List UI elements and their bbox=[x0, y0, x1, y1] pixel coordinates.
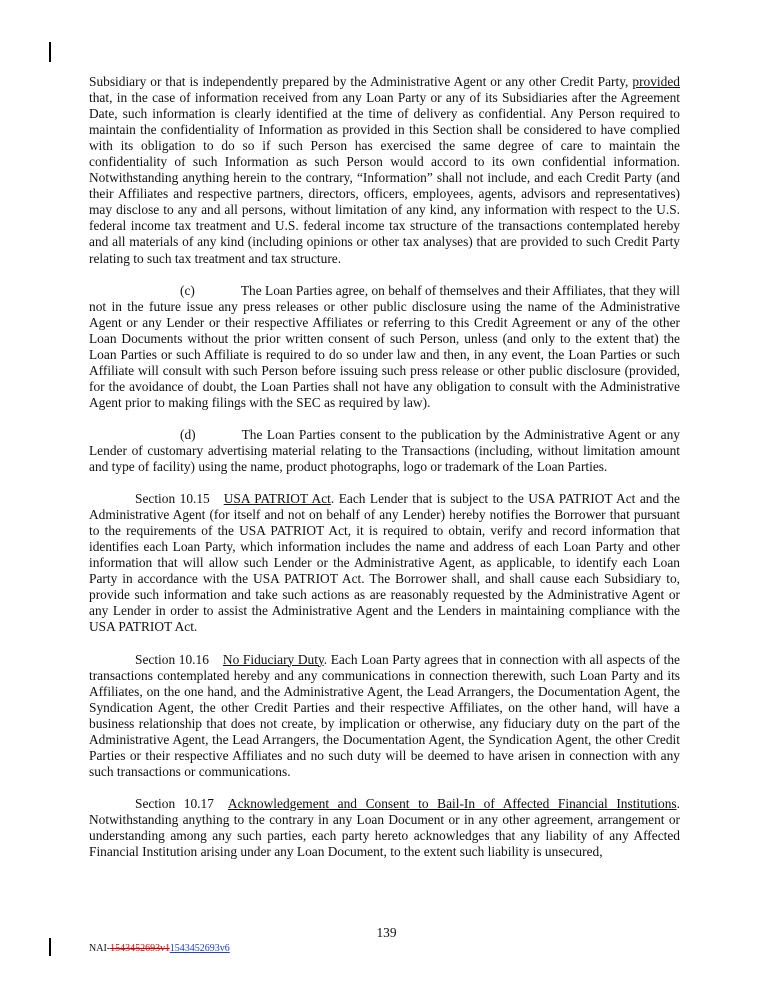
paragraph-c: (c) The Loan Parties agree, on behalf of themselves and their Affiliates, that they will not in the future issue any press releases or other public disclosure using the name of the Administrative Agent or any Lender or their respective Affiliates or referring to this Credit Agreement or any of the other Loan Documents without the prior written consent of such Person, unless (and only to the extent that) the Loan Parties or such Affiliate is required to do so under law and then, in any event, the Loan Parties or such Affiliate will consult with such Person before issuing such press release or other public disclosure (provided, for the avoidance of doubt, the Loan Parties shall not have any obligation to consult with the Administrative Agent prior to making filings with the SEC as required by law). bbox=[89, 282, 680, 410]
change-bar-top bbox=[49, 42, 51, 62]
page-number: 139 bbox=[376, 925, 397, 940]
provided-term: provided bbox=[632, 74, 680, 89]
clause-label-c: (c) bbox=[180, 282, 195, 298]
section-title: No Fiduciary Duty bbox=[222, 651, 324, 667]
section-10-16: Section 10.16 No Fiduciary Duty. Each Loan Party agrees that in connection with all aspects of the transactions contemplated hereby and any communications in connection therewith, such Loan Party and its Affiliates, on the one hand, and the Administrative Agent, the Lead Arrangers, the Documentation Agent, the Syndication Agent, the other Credit Parties and their respective Affiliates, on the other hand, will have a business relationship that does not create, by implication or otherwise, any fiduciary duty on the part of the Administrative Agent, the Lead Arrangers, the Documentation Agent, the Syndication Agent, the other Credit Parties or their respective Affiliates and no such duty will be deemed to have arisen in connection with any such transactions or communications. bbox=[89, 651, 680, 779]
clause-label-d: (d) bbox=[180, 426, 196, 442]
change-bar-bottom bbox=[49, 938, 51, 956]
document-body bbox=[89, 74, 680, 876]
document-id-footer: NAI-1543452693v11543452693v6 bbox=[89, 943, 230, 954]
section-number: Section 10.17 bbox=[135, 795, 214, 811]
section-number: Section 10.15 bbox=[135, 491, 210, 507]
section-number: Section 10.16 bbox=[135, 651, 209, 667]
inserted-doc-id: 1543452693v6 bbox=[169, 943, 230, 954]
section-10-17: Section 10.17 Acknowledgement and Consent to Bail-In of Affected Financial Institutions. Notwithstanding anything to the contrary in any Loan Document or in any other agreement, arrangement or understanding among any such parties, each party hereto acknowledges that any liability of any Affected Financial Institution arising under any Loan Document, to the extent such liability is unsecured, bbox=[89, 795, 680, 860]
paragraph-confidentiality: Subsidiary or that is independently prepared by the Administrative Agent or any other Credit Party, provided that, in the case of information received from any Loan Party or any of its Subsidiaries after the Agreement Date, such information is clearly identified at the time of delivery as confidential. Any Person required to maintain the confidentiality of Information as provided in this Section shall be considered to have complied with its obligation to do so if such Person has exercised the same degree of care to maintain the confidentiality of such Information as such Person would accord to its own confidential information. Notwithstanding anything herein to the contrary, “Information” shall not include, and each Credit Party (and their Affiliates and respective partners, directors, officers, employees, agents, advisors and representatives) may disclose to any and all persons, without limitation of any kind, any information with respect to the U.S. federal income tax treatment and U.S. federal income tax structure of the transactions contemplated hereby and all materials of any kind (including opinions or other tax analyses) that are provided to such Credit Party relating to such tax treatment and tax structure. bbox=[89, 74, 680, 266]
section-10-15: Section 10.15 USA PATRIOT Act. Each Lender that is subject to the USA PATRIOT Act and the Administrative Agent (for itself and not on behalf of any Lender) hereby notifies the Borrower that pursuant to the requirements of the USA PATRIOT Act, it is required to obtain, verify and record information that identifies each Loan Party, which information includes the name and address of each Loan Party and other information that will allow such Lender or the Administrative Agent, as applicable, to identify each Loan Party in accordance with the USA PATRIOT Act. The Borrower shall, and shall cause each Subsidiary to, provide such information and take such actions as are reasonably requested by the Administrative Agent or any Lender in order to assist the Administrative Agent and the Lenders in maintaining compliance with the USA PATRIOT Act. bbox=[89, 491, 680, 635]
deleted-doc-id: 1543452693v1 bbox=[110, 943, 170, 954]
section-title: USA PATRIOT Act bbox=[223, 491, 331, 507]
section-title: Acknowledgement and Consent to Bail-In of Affected Financial Institutions bbox=[227, 795, 677, 811]
paragraph-d: (d) The Loan Parties consent to the publication by the Administrative Agent or any Lender of customary advertising material relating to the Transactions (including, without limitation amount and type of facility) using the name, product photographs, logo or trademark of the Loan Parties. bbox=[89, 426, 680, 475]
